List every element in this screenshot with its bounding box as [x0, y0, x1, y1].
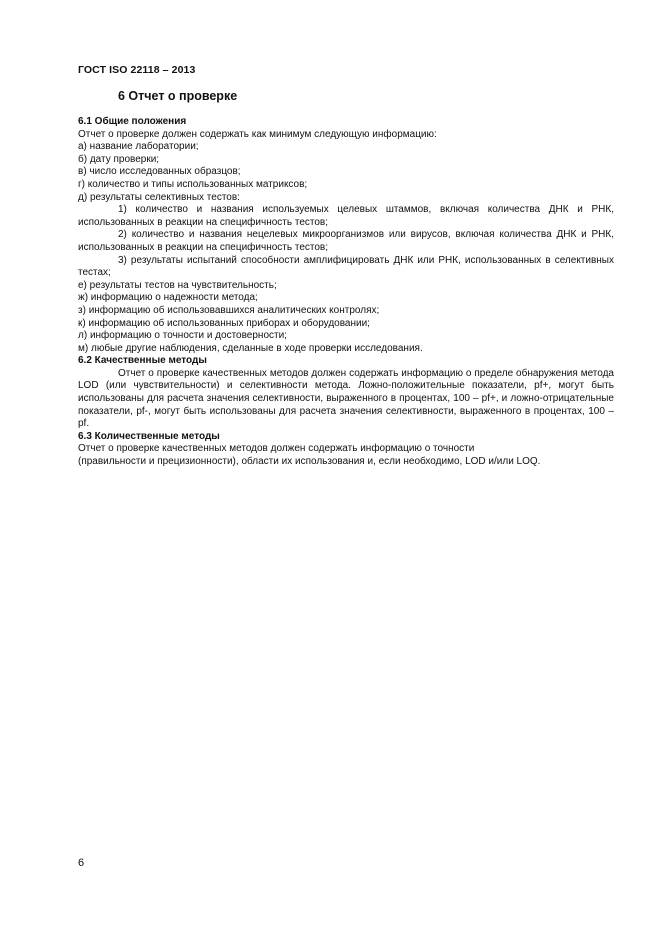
list-item: л) информацию о точности и достоверности;: [78, 330, 287, 342]
subsection-heading-6-1: 6.1 Общие положения: [78, 116, 187, 127]
subsection-heading-6-3: 6.3 Количественные методы: [78, 430, 220, 442]
section-title: 6 Отчет о проверке: [118, 89, 238, 103]
list-subitem: 1) количество и названия используемых целевых штаммов, включая количества ДНК и РНК, использованных в реакции на специфичность тестов;: [78, 204, 614, 228]
paragraph-intro: Отчет о проверке должен содержать как минимум следующую информацию:: [78, 128, 437, 140]
list-subitem: 3) результаты испытаний способности амплифицировать ДНК или РНК, использованных в селективных тестах;: [78, 254, 614, 279]
paragraph-qualitative-methods: Отчет о проверке качественных методов должен содержать информацию о пределе обнаружения метода LOD (или чувствительности) и селективности метода. Ложно-положительные показатели, pf+, могут быть использованы для расчета значения селективности, выраженного в процентах, 100 – pf+, и ложно-отрицательные показатели, pf-, могут быть использованы для расчета значения селективности, выраженного в процентах, 100 – pf.: [78, 367, 614, 430]
list-item: з) информацию об использовавшихся аналитических контролях;: [78, 304, 380, 316]
paragraph-quantitative-line-1: Отчет о проверке качественных методов должен содержать информацию о точности: [78, 443, 475, 455]
list-item: ж) информацию о надежности метода;: [78, 292, 258, 304]
list-item: д) результаты селективных тестов:: [78, 191, 240, 203]
list-item: е) результаты тестов на чувствительность;: [78, 279, 277, 291]
list-item: а) название лаборатории;: [78, 141, 199, 153]
list-subitem: 2) количество и названия нецелевых микроорганизмов или вирусов, включая количества ДНК и РНК, использованных в реакции на специфичность тестов;: [78, 229, 614, 253]
paragraph-quantitative-line-2: (правильности и прецизионности), области их использования и, если необходимо, LOD и/или LOQ.: [78, 456, 541, 468]
list-item: б) дату проверки;: [78, 153, 160, 165]
list-item: в) число исследованных образцов;: [78, 166, 241, 178]
subsection-heading-6-2: 6.2 Качественные методы: [78, 355, 207, 367]
page-number: 6: [78, 857, 85, 869]
document-body: [78, 116, 614, 469]
list-item: к) информацию об использованных приборах и оборудовании;: [78, 317, 370, 329]
list-item: г) количество и типы использованных матриксов;: [78, 178, 308, 190]
list-item: м) любые другие наблюдения, сделанные в ходе проверки исследования.: [78, 342, 423, 354]
document-header: ГОСТ ISO 22118 – 2013: [78, 64, 196, 76]
